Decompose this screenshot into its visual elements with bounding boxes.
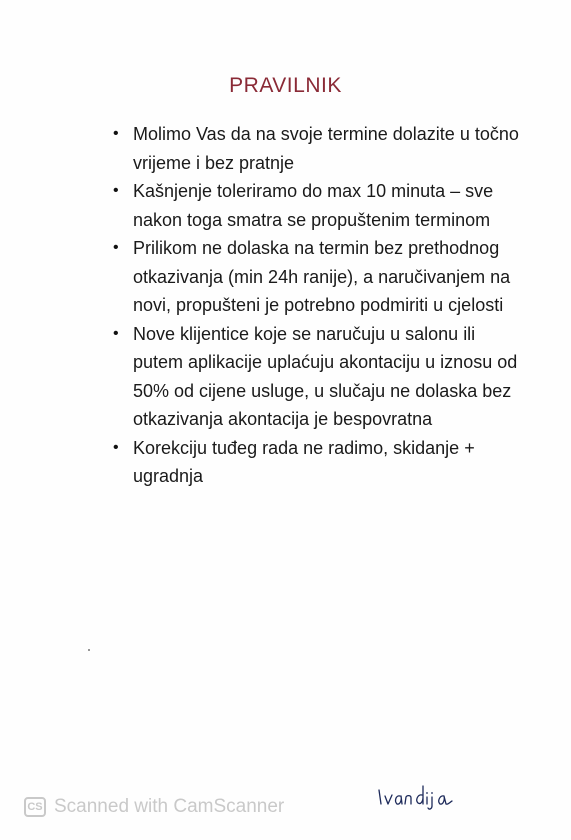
rule-text: Kašnjenje toleriramo do max 10 minuta – sve nakon toga smatra se propuštenim terminom [133,181,494,230]
page-title: PRAVILNIK [229,74,342,97]
rule-item-3 [107,234,527,320]
rule-item-2 [107,177,527,234]
rule-text: Molimo Vas da na svoje termine dolazite u točno vrijeme i bez pratnje [133,124,519,173]
rule-item-5 [107,434,527,491]
rule-text: Nove klijentice koje se naručuju u salonu ili putem aplikacije uplaćuju akontaciju u iznosu od 50% od cijene usluge, u slučaju ne dolaska bez otkazivanja akontacija je bespovratna [133,323,518,429]
watermark-text: Scanned with CamScanner [54,796,285,817]
bullet-icon: • [113,324,119,342]
scan-speck [88,649,90,651]
rule-text: Prilikom ne dolaska na termin bez prethodnog otkazivanja (min 24h ranije), a naručivanjem na novi, propušteni je potrebno podmiriti u cjelosti [133,238,511,315]
bullet-icon: • [113,239,119,256]
rule-item-4 [107,320,527,434]
bullet-icon: • [113,125,119,142]
bullet-icon: • [113,438,119,456]
camscanner-logo-icon: CS [24,797,46,817]
camscanner-watermark [24,796,284,818]
rules-list [107,120,527,491]
rule-text: Korekciju tuđeg rada ne radimo, skidanje + ugradnja [133,437,475,486]
rule-item-1 [107,120,527,177]
handwritten-signature [376,784,462,810]
bullet-icon: • [113,182,119,199]
